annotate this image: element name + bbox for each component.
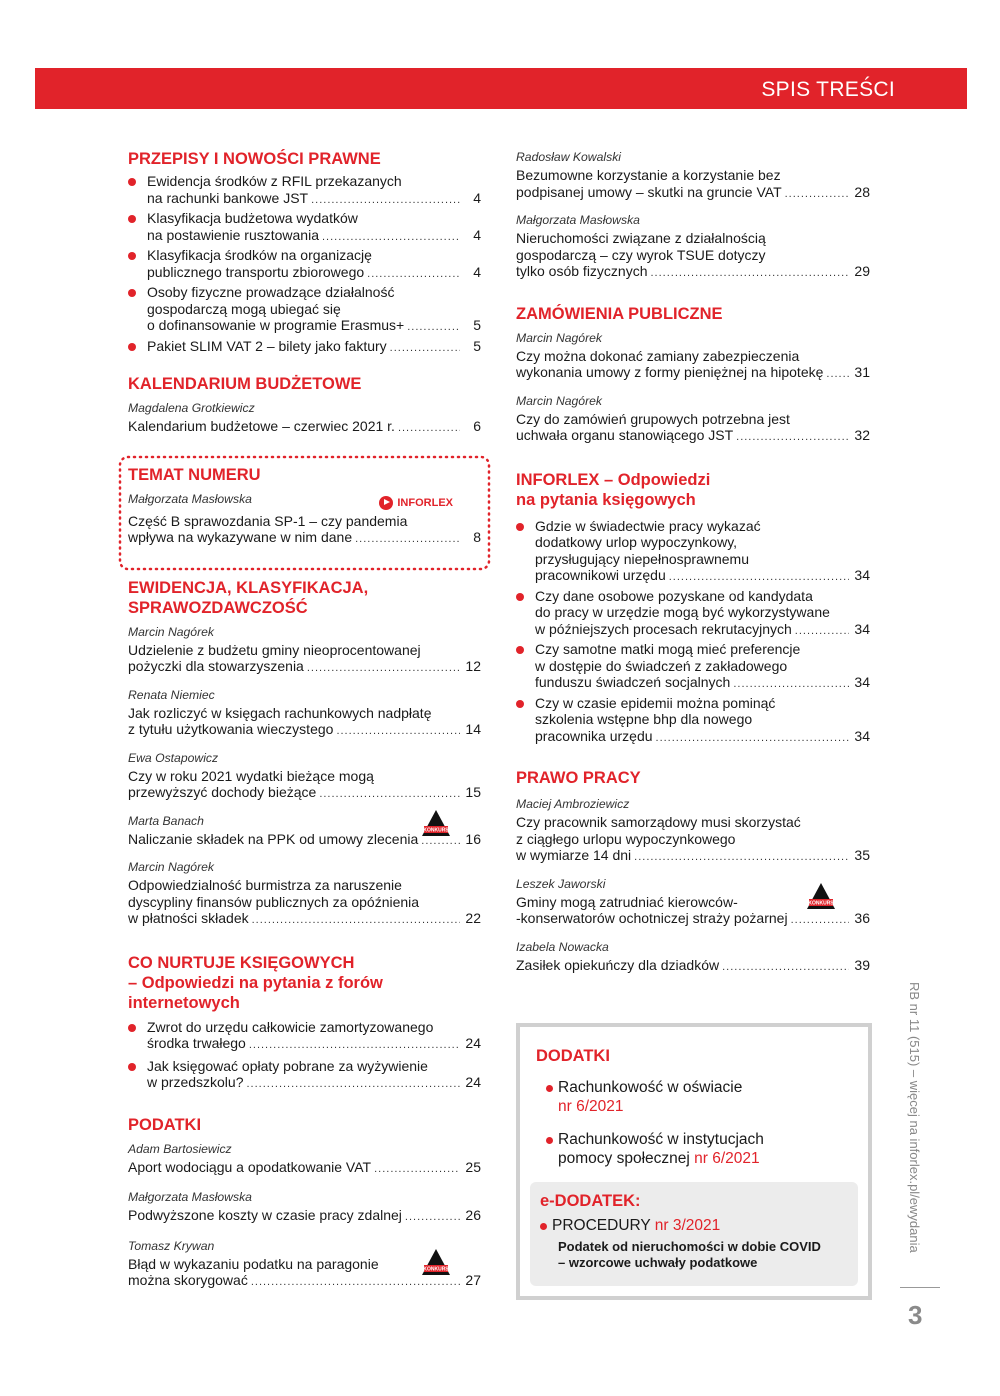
list-item[interactable]	[516, 588, 870, 640]
e-dodatek-title: e-DODATEK:	[540, 1192, 641, 1210]
entry-last-line	[147, 190, 481, 209]
leader-dots	[785, 186, 849, 203]
leader-dots	[656, 730, 849, 747]
toc-entry[interactable]	[128, 705, 481, 740]
author: Małgorzata Masłowska	[516, 213, 640, 227]
toc-entry[interactable]	[516, 230, 870, 282]
author: Marta Banach	[128, 813, 204, 828]
entry-last-line	[128, 658, 481, 677]
entry-last-line	[535, 621, 870, 640]
entry-text: środka trwałego	[147, 1035, 246, 1051]
entry-last-line	[516, 847, 870, 866]
section-title: TEMAT NUMERU	[128, 465, 261, 484]
leader-dots	[795, 623, 849, 640]
entry-text: Gdzie w świadectwie pracy wykazać	[535, 517, 761, 534]
page-number: 5	[473, 317, 481, 333]
konkurs-label: KONKURS	[423, 827, 449, 833]
entry-text: Udzielenie z budżetu gminy nieoprocentowanej	[128, 641, 421, 658]
entry-text: Czy można dokonać zamiany zabezpieczenia	[516, 347, 800, 364]
leader-dots	[736, 429, 849, 446]
entry-last-line	[516, 263, 870, 282]
e-dodatek-item[interactable]	[540, 1217, 848, 1235]
entry-last-line	[516, 184, 870, 203]
entry-text: Klasyfikacja budżetowa wydatków	[147, 210, 358, 226]
bullet-icon	[516, 523, 524, 531]
list-item[interactable]	[128, 1058, 481, 1093]
section-title: internetowych	[128, 993, 240, 1012]
entry-text: funduszu świadczeń socjalnych	[535, 674, 731, 690]
toc-entry[interactable]	[516, 411, 870, 446]
toc-entry[interactable]	[516, 814, 870, 866]
dodatek-item[interactable]	[536, 1130, 852, 1168]
bullet-list	[516, 518, 870, 747]
bullet-icon	[546, 1137, 553, 1144]
leader-dots	[398, 420, 460, 437]
toc-entry[interactable]	[516, 348, 870, 383]
entry-wrap	[128, 1238, 481, 1291]
entry-text: do pracy w urzędzie mogą być wykorzystywane	[535, 604, 830, 620]
entry-text: Czy samotne matki mogą mieć preferencje	[535, 641, 801, 657]
entry-wrap	[516, 876, 870, 929]
entry-text: Pakiet SLIM VAT 2 – bilety jako faktury	[147, 337, 387, 354]
entry-text: Czy dane osobowe pozyskane od kandydata	[535, 587, 813, 604]
toc-entry[interactable]	[128, 1207, 481, 1226]
temat-numeru-box	[118, 455, 491, 560]
leader-dots	[733, 676, 849, 693]
e-dodatek-subtitle-line: – wzorcowe uchwały podatkowe	[558, 1255, 758, 1270]
toc-entry[interactable]	[128, 418, 481, 437]
section-title: ZAMÓWIENIA PUBLICZNE	[516, 304, 723, 323]
right-column	[516, 149, 870, 993]
author: Adam Bartosiewicz	[128, 1141, 232, 1156]
bullet-icon	[516, 593, 524, 601]
page-number: 27	[465, 1272, 481, 1288]
entry-last-line	[147, 338, 481, 357]
page-number: 29	[854, 263, 870, 279]
page-number: 35	[854, 847, 870, 863]
author: Radosław Kowalski	[516, 150, 621, 164]
section-title: – Odpowiedzi na pytania z forów	[128, 973, 383, 992]
entry-text: publicznego transportu zbiorowego	[147, 263, 365, 280]
e-dodatek-number: nr 3/2021	[654, 1217, 721, 1234]
toc-entry[interactable]	[516, 167, 870, 202]
entry-text: Osoby fizyczne prowadzące działalność	[147, 284, 395, 300]
entry-text: z tytułu użytkowania wieczystego	[128, 721, 334, 737]
entry-last-line	[147, 264, 481, 283]
entry-text: pracownika urzędu	[535, 727, 653, 744]
entry-last-line	[128, 784, 481, 803]
bullet-icon	[128, 252, 136, 260]
section-title: SPRAWOZDAWCZOŚĆ	[128, 598, 308, 617]
page-number: 36	[854, 910, 870, 926]
konkurs-icon	[806, 882, 836, 910]
konkurs-icon	[421, 1248, 451, 1276]
section-przepisy	[128, 149, 481, 356]
page-number: 15	[465, 784, 481, 800]
entry-text: pożyczki dla stowarzyszenia	[128, 658, 304, 674]
author: Marcin Nagórek	[128, 624, 215, 639]
entry-text: na rachunki bankowe JST	[147, 189, 309, 206]
section-zamowienia	[516, 304, 870, 446]
leader-dots	[651, 265, 850, 282]
entry-last-line	[535, 674, 870, 693]
list-item[interactable]	[128, 210, 481, 245]
entry-last-line	[516, 910, 870, 929]
leader-dots	[826, 366, 849, 383]
entry-text: wpływa na wykazywane w nim dane	[128, 529, 353, 545]
section-inforlex	[516, 470, 870, 747]
section-title: PODATKI	[128, 1115, 202, 1134]
section-title: INFORLEX – Odpowiedzi	[516, 470, 711, 489]
leader-dots	[307, 660, 460, 677]
entry-text: Błąd w wykazaniu podatku na paragonie	[128, 1255, 379, 1272]
leader-dots	[251, 1274, 460, 1291]
section-title: KALENDARIUM BUDŻETOWE	[128, 375, 362, 393]
dodatek-text: Rachunkowość w instytucjach	[558, 1131, 764, 1148]
entry-text: Czy w czasie epidemii można pominąć	[535, 694, 776, 711]
dodatek-text: Rachunkowość w oświacie	[558, 1079, 743, 1096]
entry-text: przewyższyć dochody bieżące	[128, 784, 317, 800]
page-number: 12	[465, 658, 481, 674]
entry-text: Podwyższone koszty w czasie pracy zdalnej	[128, 1207, 402, 1223]
page-number: 34	[854, 620, 870, 637]
entry-last-line	[516, 427, 870, 446]
entry-last-line	[147, 1074, 481, 1093]
bullet-icon	[128, 1063, 136, 1071]
leader-dots	[669, 569, 849, 586]
bullet-icon	[128, 289, 136, 297]
section-title: EWIDENCJA, KLASYFIKACJA,	[128, 578, 369, 597]
entry-text: -konserwatorów ochotniczej straży pożarnej	[516, 910, 788, 926]
entry-last-line	[147, 317, 481, 336]
leader-dots	[390, 340, 460, 357]
author: Magdalena Grotkiewicz	[128, 401, 255, 415]
entry-text: Bezumowne korzystanie a korzystanie bez	[516, 167, 781, 183]
entry-text: Odpowiedzialność burmistrza za naruszenie	[128, 877, 402, 893]
entry-text: dyscypliny finansów publicznych za opóźnienia	[128, 893, 420, 910]
list-item[interactable]	[128, 338, 481, 357]
entry-wrap	[128, 813, 481, 850]
page-number: 16	[465, 830, 481, 847]
section-title: CO NURTUJE KSIĘGOWYCH	[128, 953, 355, 972]
entry-text: w wymiarze 14 dni	[516, 847, 632, 863]
section-title: na pytania księgowych	[516, 490, 696, 509]
bullet-icon	[540, 1223, 547, 1230]
author: Małgorzata Masłowska	[128, 1190, 252, 1204]
bullet-list	[128, 1019, 481, 1093]
e-dodatek-text: PROCEDURY	[552, 1217, 651, 1234]
badge-label: INFORLEX	[397, 496, 453, 509]
page-number: 26	[465, 1207, 481, 1223]
entry-text: Ewidencja środków z RFIL przekazanych	[147, 173, 402, 189]
page-number: 24	[465, 1035, 481, 1051]
e-dodatek-subtitle	[558, 1239, 848, 1271]
entry-last-line	[128, 910, 481, 929]
entry-text: uchwała organu stanowiącego JST	[516, 427, 734, 443]
leader-dots	[367, 266, 460, 283]
e-dodatek-subtitle-line: Podatek od nieruchomości w dobie COVID	[558, 1239, 821, 1254]
page-number: 5	[473, 337, 481, 354]
entry-text: Naliczanie składek na PPK od umowy zlecenia	[128, 830, 419, 847]
entry-text: o dofinansowanie w programie Erasmus+	[147, 317, 405, 333]
page-number: 39	[854, 956, 870, 973]
entry-last-line	[128, 721, 481, 740]
bullet-icon	[128, 178, 136, 186]
leader-dots	[722, 959, 849, 976]
section-kalendarium	[128, 374, 481, 437]
entry-text: Klasyfikacja środków na organizację	[147, 247, 372, 263]
entry-text: wykonania umowy z formy pieniężnej na hipotekę	[516, 364, 824, 380]
page-number: 25	[465, 1158, 481, 1175]
entry-last-line	[535, 728, 870, 747]
author: Marcin Nagórek	[516, 330, 603, 345]
list-item[interactable]	[128, 284, 481, 336]
entry-text: pracownikowi urzędu	[535, 567, 666, 583]
section-title: PRZEPISY I NOWOŚCI PRAWNE	[128, 150, 381, 168]
dodatek-text: pomocy społecznej	[558, 1150, 690, 1167]
page-number: 14	[465, 721, 481, 737]
list-item[interactable]	[516, 641, 870, 693]
leader-dots	[634, 849, 849, 866]
toc-entry[interactable]	[128, 642, 481, 677]
bullet-icon	[128, 343, 136, 351]
toc-entry[interactable]	[128, 768, 481, 803]
left-column	[128, 149, 481, 1309]
toc-entry[interactable]	[128, 877, 481, 929]
list-item[interactable]	[128, 173, 481, 208]
bullet-icon	[516, 700, 524, 708]
entry-text: Zwrot do urzędu całkowicie zamortyzowanego	[147, 1018, 434, 1035]
section-prawo-pracy	[516, 768, 870, 975]
page-number: 4	[473, 189, 481, 206]
page-number: 22	[465, 910, 481, 926]
list-item[interactable]	[516, 518, 870, 586]
bullet-icon	[546, 1085, 553, 1092]
leader-dots	[405, 1209, 460, 1226]
dodatek-number: nr 6/2021	[558, 1098, 624, 1115]
leader-dots	[249, 1037, 460, 1054]
entry-text: podpisanej umowy – skutki na gruncie VAT	[516, 183, 782, 200]
header-banner	[35, 68, 967, 109]
page-number: 28	[854, 183, 870, 200]
entry-last-line	[147, 1035, 481, 1054]
bullet-icon	[128, 1024, 136, 1032]
list-item[interactable]	[128, 1019, 481, 1054]
author: Maciej Ambroziewicz	[516, 797, 630, 811]
section-ewidencja	[128, 578, 481, 929]
dotted-frame	[118, 455, 491, 571]
entry-text: Aport wodociągu a opodatkowanie VAT	[128, 1158, 372, 1175]
entry-text: Część B sprawozdania SP-1 – czy pandemia	[128, 512, 408, 529]
leader-dots	[319, 786, 460, 803]
entry-text: dodatkowy urlop wypoczynkowy,	[535, 534, 738, 550]
entry-last-line	[516, 364, 870, 383]
toc-entry[interactable]	[516, 957, 870, 976]
entry-text: w przedszkolu?	[147, 1074, 244, 1090]
page-number: 4	[473, 226, 481, 243]
entry-text: szkolenia wstępne bhp dla nowego	[535, 711, 753, 727]
entry-text: Jak księgować opłaty pobrane za wyżywienie	[147, 1057, 428, 1074]
entry-text: z ciągłego urlopu wypoczynkowego	[516, 830, 736, 847]
entry-text: Kalendarium budżetowe – czerwiec 2021 r.	[128, 418, 395, 434]
entry-text: na postawienie rusztowania	[147, 226, 319, 243]
page-number: 31	[854, 364, 870, 380]
konkurs-label: KONKURS	[423, 1266, 449, 1272]
entry-text: przysługujący niepełnosprawnemu	[535, 550, 750, 567]
bullet-list	[128, 173, 481, 356]
entry-text: Czy pracownik samorządowy musi skorzystać	[516, 814, 801, 830]
entry-text: gospodarczą mogą ubiegać się	[147, 300, 341, 317]
author: Tomasz Krywan	[128, 1238, 215, 1253]
bullet-icon	[128, 215, 136, 223]
page-number-footer: 3	[908, 1300, 923, 1330]
page-number: 34	[854, 674, 870, 690]
list-item[interactable]	[516, 695, 870, 747]
author: Małgorzata Masłowska	[128, 491, 252, 506]
dodatek-number: nr 6/2021	[694, 1150, 760, 1167]
leader-dots	[407, 319, 460, 336]
page-number: 34	[854, 567, 870, 583]
leader-dots	[247, 1076, 461, 1093]
list-item[interactable]	[128, 247, 481, 282]
entry-text: w płatności składek	[128, 910, 249, 926]
toc-entry[interactable]	[128, 1159, 481, 1178]
page-number: 6	[473, 418, 481, 434]
divider	[900, 1287, 940, 1288]
page-number: 4	[473, 263, 481, 280]
page-title: SPIS TREŚCI	[761, 78, 895, 101]
section-nurtuje	[128, 953, 481, 1093]
entry-text: Zasiłek opiekuńczy dla dziadków	[516, 956, 720, 973]
entry-text: w dostępie do świadczeń z zakładowego	[535, 657, 788, 674]
author: Marcin Nagórek	[128, 860, 215, 874]
konkurs-icon	[421, 809, 451, 837]
leader-dots	[322, 229, 460, 246]
leader-dots	[252, 912, 460, 929]
author: Renata Niemiec	[128, 687, 215, 702]
author: Leszek Jaworski	[516, 876, 606, 891]
entry-text: Gminy mogą zatrudniać kierowców-	[516, 893, 738, 910]
author: Marcin Nagórek	[516, 393, 603, 408]
e-dodatek-panel	[530, 1182, 858, 1286]
dodatki-title: DODATKI	[536, 1047, 610, 1065]
bullet-icon	[516, 646, 524, 654]
entry-text: Nieruchomości związane z działalnością	[516, 230, 766, 246]
issue-side-text: RB nr 11 (515) – więcej na inforlex.pl/ewydania	[907, 982, 922, 1253]
section-podatki	[128, 1115, 481, 1291]
entry-text: można skorygować	[128, 1272, 248, 1288]
inforlex-badge[interactable]	[379, 496, 453, 510]
entry-text: tylko osób fizycznych	[516, 263, 648, 279]
dodatek-item[interactable]	[536, 1078, 852, 1116]
section-title: PRAWO PRACY	[516, 769, 641, 787]
page-number: 32	[854, 427, 870, 443]
play-icon	[379, 496, 393, 510]
entry-last-line	[147, 227, 481, 246]
entry-text: gospodarczą – czy wyrok TSUE dotyczy	[516, 246, 766, 263]
leader-dots	[311, 192, 460, 209]
entry-text: Jak rozliczyć w księgach rachunkowych nadpłatę	[128, 704, 432, 721]
page-number: 24	[465, 1074, 481, 1090]
entry-text: Czy do zamówień grupowych potrzebna jest	[516, 410, 790, 427]
author: Izabela Nowacka	[516, 939, 609, 954]
page-number: 34	[854, 727, 870, 744]
author: Ewa Ostapowicz	[128, 750, 219, 765]
entry-text: w późniejszych procesach rekrutacyjnych	[535, 620, 792, 637]
leader-dots	[336, 723, 460, 740]
entry-text: Czy w roku 2021 wydatki bieżące mogą	[128, 767, 374, 784]
konkurs-label: KONKURS	[808, 900, 834, 906]
entry-last-line	[535, 567, 870, 586]
leader-dots	[374, 1161, 460, 1178]
leader-dots	[791, 912, 849, 929]
dodatki-box	[516, 1023, 872, 1300]
page-number: 8	[473, 529, 481, 545]
